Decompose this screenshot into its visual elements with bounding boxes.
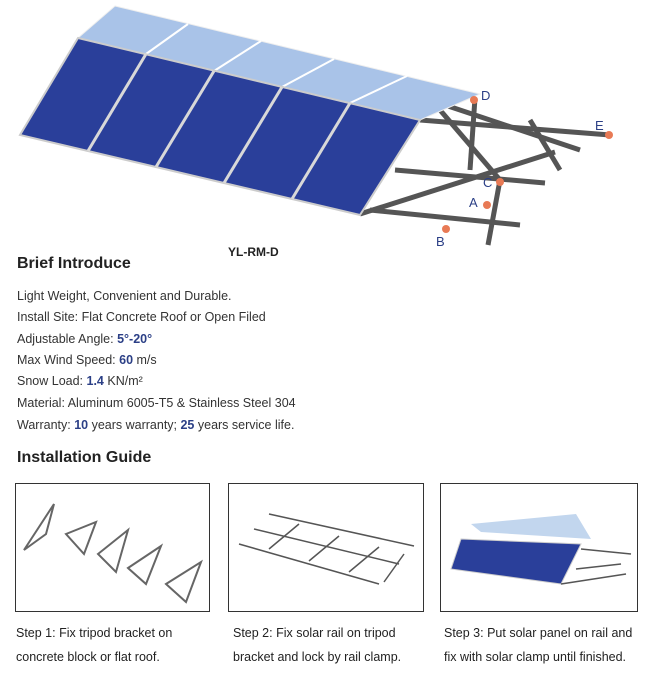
tripod-brackets-icon — [16, 484, 209, 611]
intro-angle: Adjustable Angle: 5°-20° — [17, 332, 153, 346]
point-markers — [442, 96, 613, 233]
guide-heading: Installation Guide — [17, 449, 152, 466]
step3-image — [440, 483, 638, 612]
intro-line: Install Site: Flat Concrete Roof or Open Filed — [17, 310, 266, 324]
intro-wind: Max Wind Speed: 60 m/s — [17, 353, 157, 367]
label-d: D — [481, 88, 491, 103]
intro-heading: Brief Introduce — [17, 255, 131, 272]
step2-image — [228, 483, 424, 612]
intro-material: Material: Aluminum 6005-T5 & Stainless Steel 304 — [17, 396, 296, 410]
label-e: E — [595, 118, 604, 133]
panels-installed-icon — [441, 484, 637, 611]
step2-caption: Step 2: Fix solar rail on tripod bracket and lock by rail clamp. — [233, 626, 402, 664]
model-label: YL-RM-D — [228, 245, 279, 259]
label-a: A — [469, 195, 478, 210]
intro-line: Light Weight, Convenient and Durable. — [17, 289, 232, 303]
label-b: B — [436, 234, 445, 249]
intro-snow: Snow Load: 1.4 KN/m² — [17, 374, 143, 388]
rail-frame-icon — [229, 484, 423, 611]
intro-warranty: Warranty: 10 years warranty; 25 years service life. — [17, 418, 295, 432]
step1-caption: Step 1: Fix tripod bracket on concrete block or flat roof. — [16, 626, 173, 664]
solar-mount-illustration — [0, 0, 649, 250]
step1-image — [15, 483, 210, 612]
label-c: C — [483, 175, 493, 190]
step3-caption: Step 3: Put solar panel on rail and fix with solar clamp until finished. — [444, 626, 633, 664]
